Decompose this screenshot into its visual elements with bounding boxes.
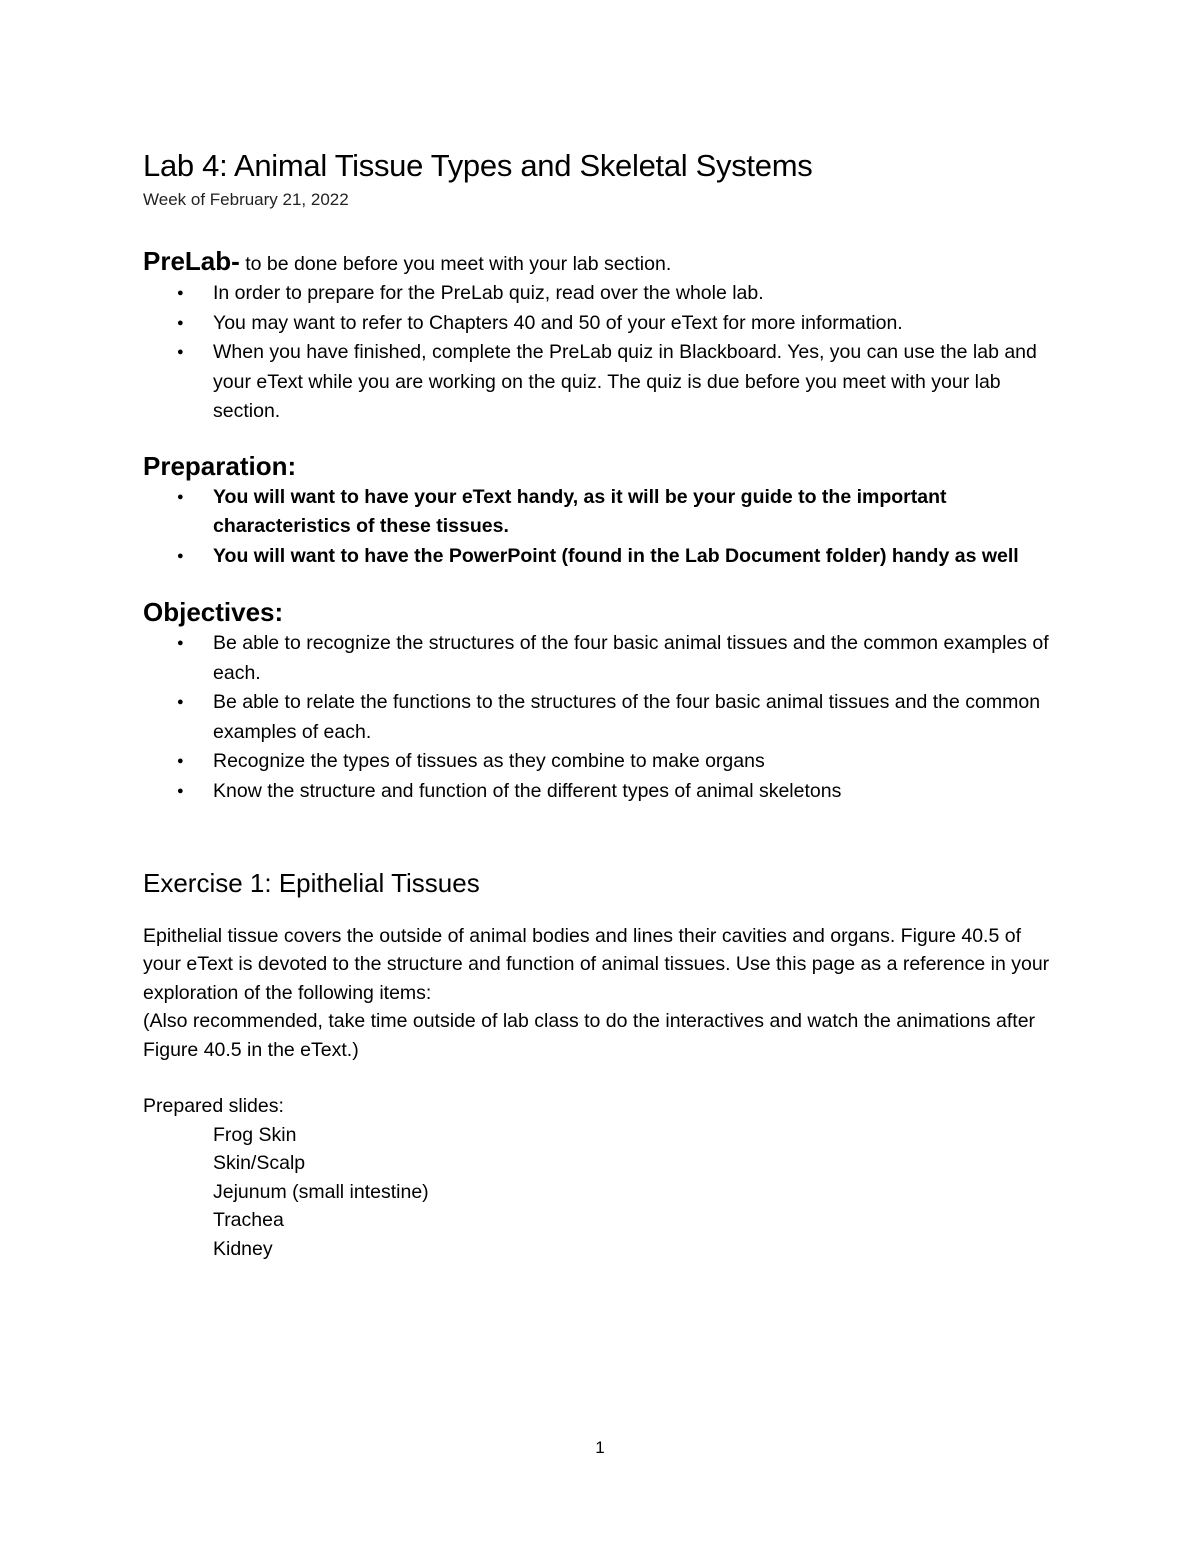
prelab-item: ● You may want to refer to Chapters 40 and 50 of your eText for more information. (143, 309, 1063, 339)
document-title: Lab 4: Animal Tissue Types and Skeletal Systems (143, 148, 813, 183)
slide-item: Kidney (213, 1237, 273, 1260)
exercise1-paragraph: Epithelial tissue covers the outside of animal bodies and lines their cavities and organs. Figure 40.5 of your eText is devoted to the structure and function of animal tissues. Use this page as a reference in your exploration of the following items: (143, 924, 1050, 1004)
objective-item: ● Know the structure and function of the different types of animal skeletons (143, 777, 1063, 807)
objective-item: ● Recognize the types of tissues as they combine to make organs (143, 747, 1063, 777)
slide-item: Trachea (213, 1209, 284, 1232)
objectives-list (143, 629, 1063, 806)
preparation-item: ● You will want to have your eText handy, as it will be your guide to the important characteristics of these tissues. (143, 483, 1063, 542)
slide-item: Skin/Scalp (213, 1152, 306, 1175)
page-content (143, 146, 1063, 1263)
prelab-item: ● When you have finished, complete the PreLab quiz in Blackboard. Yes, you can use the lab and your eText while you are working on the quiz. The quiz is due before you meet with your lab section. (143, 338, 1063, 427)
prelab-heading-description: to be done before you meet with your lab section. (239, 253, 672, 275)
prepared-slides-label: Prepared slides: (143, 1095, 284, 1118)
prepared-slides-list (143, 1121, 1063, 1264)
slide-item: Frog Skin (213, 1123, 297, 1146)
prelab-item: ● In order to prepare for the PreLab quiz, read over the whole lab. (143, 279, 1063, 309)
prelab-list (143, 279, 1063, 427)
page-number: 1 (595, 1438, 605, 1457)
objective-item: ● Be able to recognize the structures of the four basic animal tissues and the common examples of each. (143, 629, 1063, 688)
preparation-heading: Preparation: (143, 450, 297, 481)
objectives-heading: Objectives: (143, 597, 284, 627)
slide-item: Jejunum (small intestine) (213, 1180, 429, 1203)
preparation-item: ● You will want to have the PowerPoint (found in the Lab Document folder) handy as well (143, 542, 1063, 572)
exercise1-note: (Also recommended, take time outside of lab class to do the interactives and watch the animations after Figure 40.5 in the eText.) (143, 1010, 1036, 1061)
exercise1-heading: Exercise 1: Epithelial Tissues (143, 868, 480, 898)
document-subtitle: Week of February 21, 2022 (143, 190, 349, 209)
prelab-heading-label: PreLab- (143, 246, 240, 276)
prelab-heading (143, 246, 1063, 279)
preparation-list (143, 483, 1063, 572)
objective-item: ● Be able to relate the functions to the structures of the four basic animal tissues and the common examples of each. (143, 688, 1063, 747)
